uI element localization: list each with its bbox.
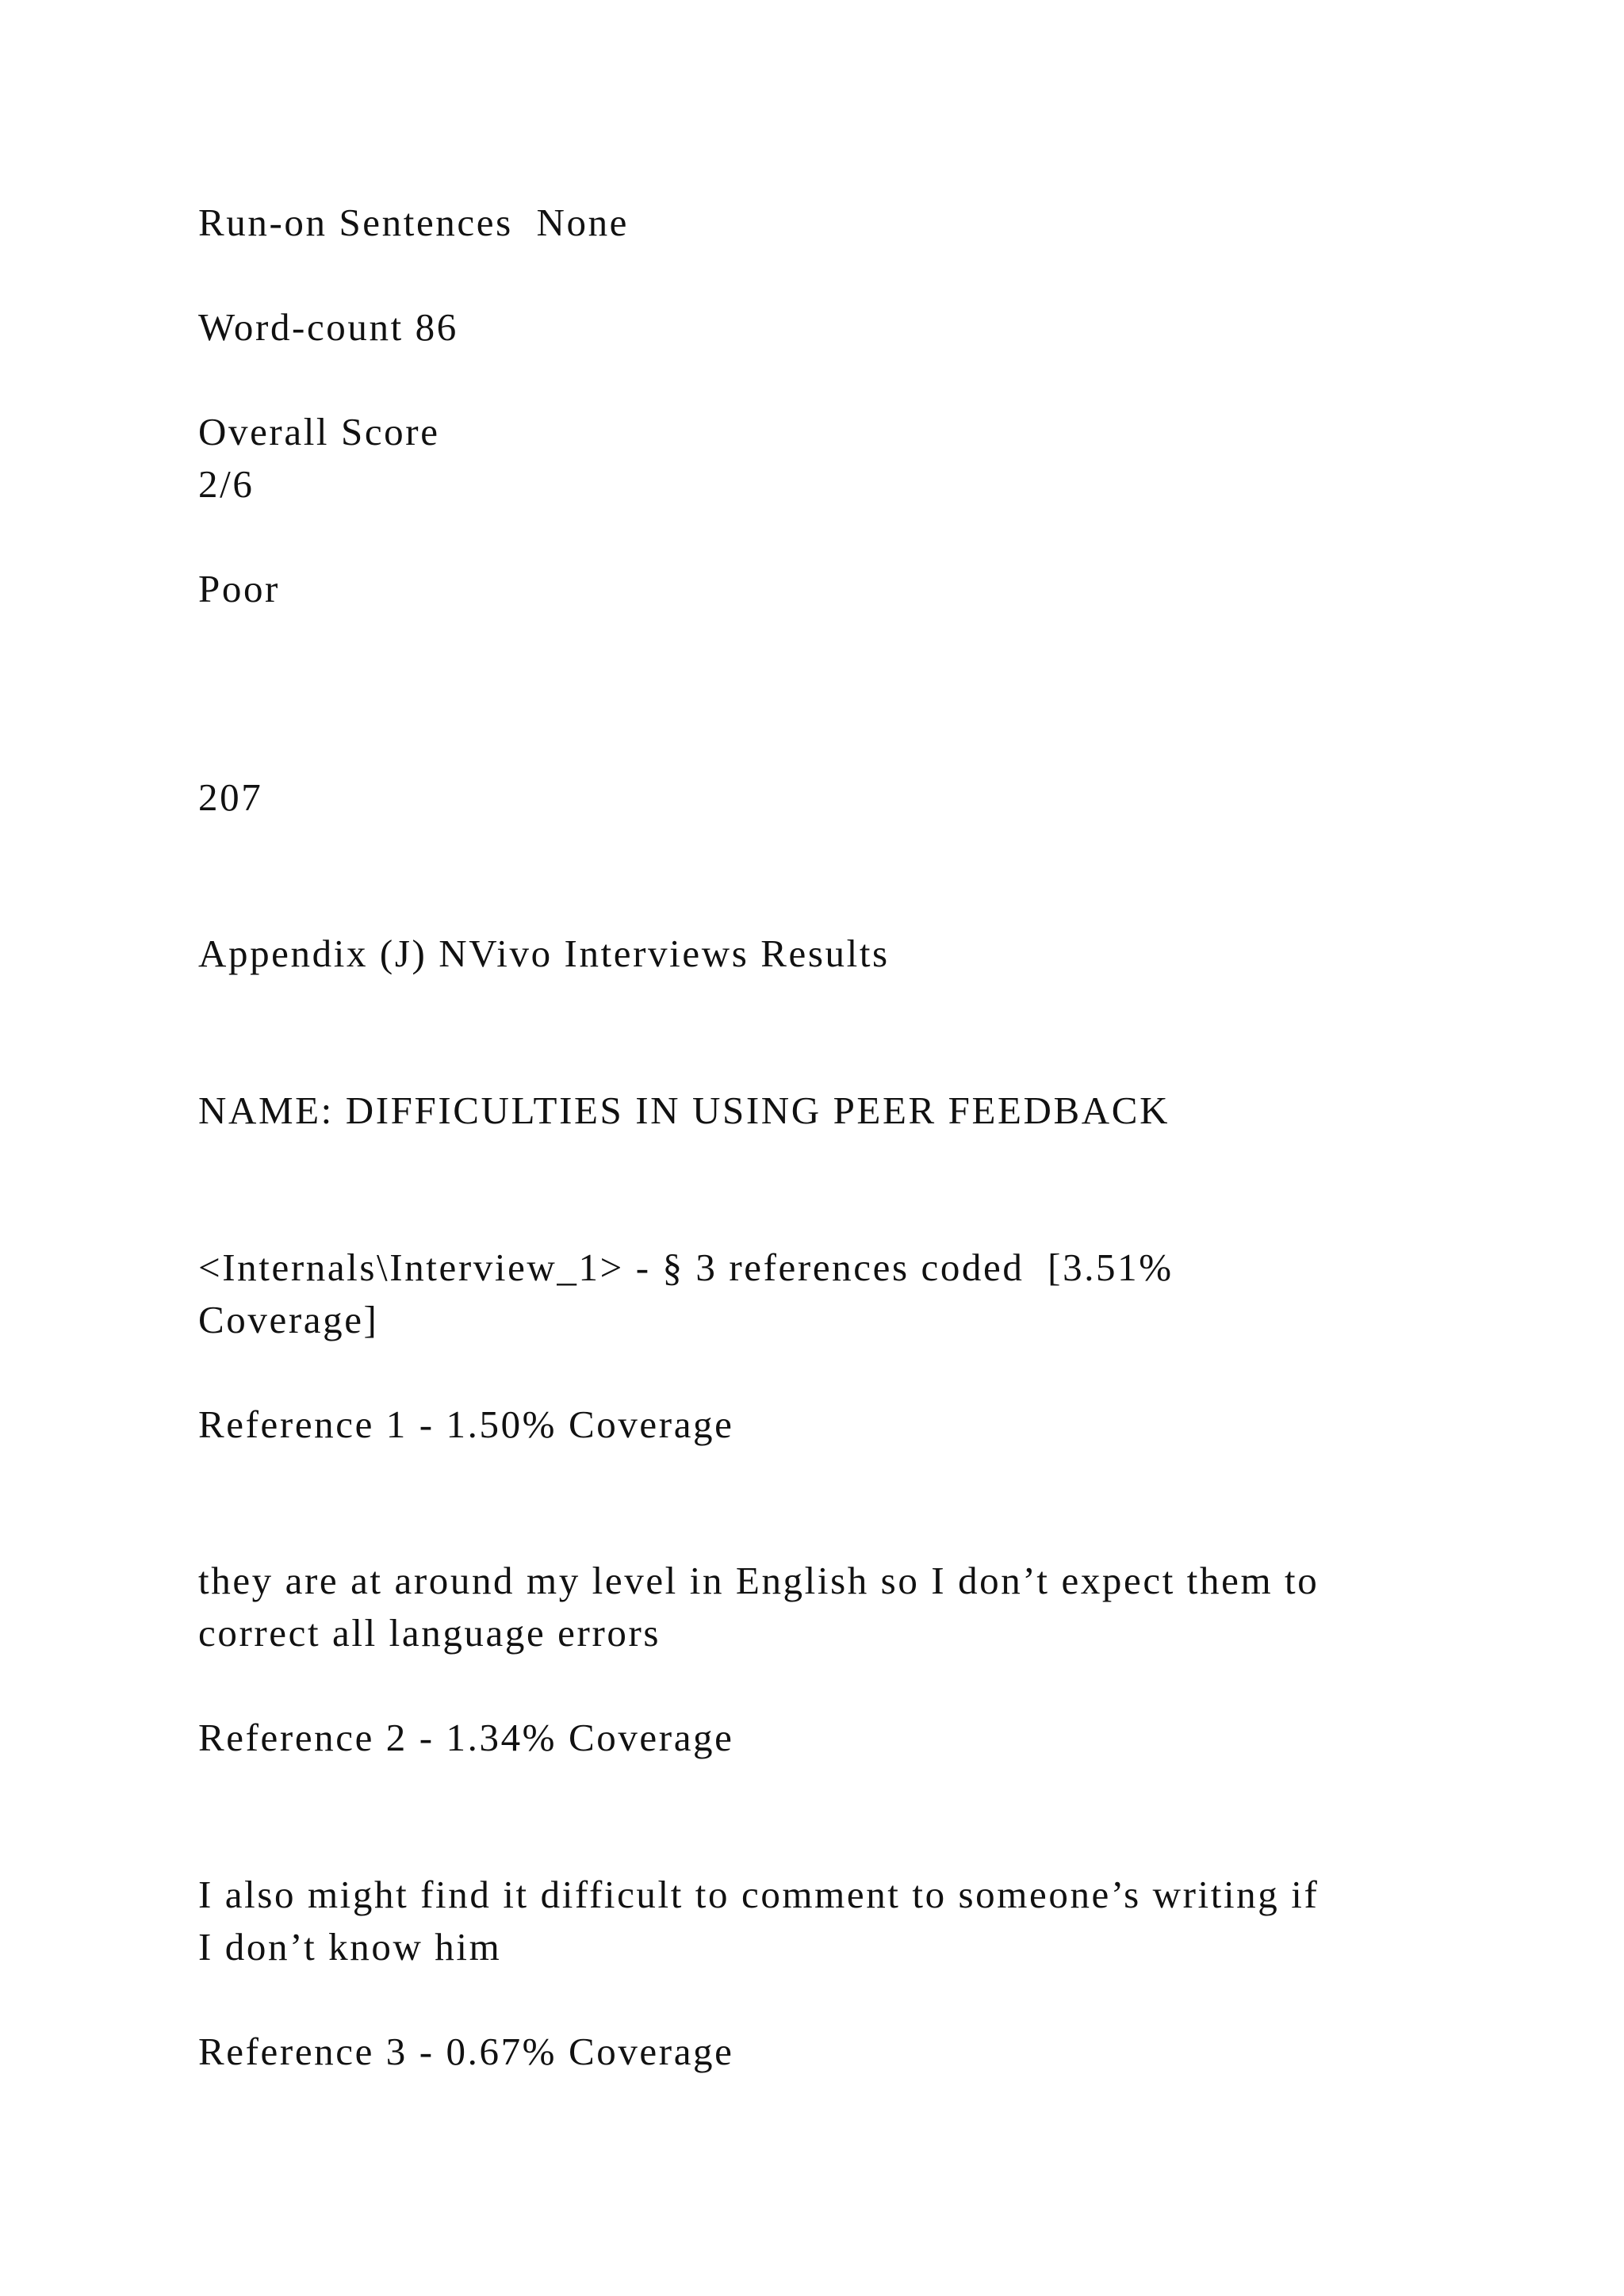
- reference-text-continued: I don’t know him: [198, 1925, 502, 1969]
- rating-text: Poor: [198, 567, 280, 610]
- reference-label: Reference 2 - 1.34% Coverage: [198, 1716, 734, 1759]
- reference-label: Reference 1 - 1.50% Coverage: [198, 1402, 734, 1446]
- reference-text: I also might find it difficult to comment to someone’s writing if: [198, 1873, 1320, 1916]
- appendix-title: Appendix (J) NVivo Interviews Results: [198, 932, 890, 975]
- source-header: <Internals\Interview_1> - § 3 references coded [3.51%: [198, 1246, 1174, 1289]
- run-on-sentences-line: Run-on Sentences None: [198, 201, 630, 244]
- source-header-continued: Coverage]: [198, 1298, 379, 1341]
- overall-score-label: Overall Score: [198, 410, 440, 453]
- reference-label: Reference 3 - 0.67% Coverage: [198, 2030, 734, 2073]
- overall-score-value: 2/6: [198, 462, 255, 506]
- reference-text: they are at around my level in English so I don’t expect them to: [198, 1559, 1320, 1602]
- page-number: 207: [198, 775, 263, 819]
- node-name-heading: NAME: DIFFICULTIES IN USING PEER FEEDBACK: [198, 1089, 1170, 1132]
- reference-text-continued: correct all language errors: [198, 1611, 661, 1655]
- word-count-line: Word-count 86: [198, 305, 458, 349]
